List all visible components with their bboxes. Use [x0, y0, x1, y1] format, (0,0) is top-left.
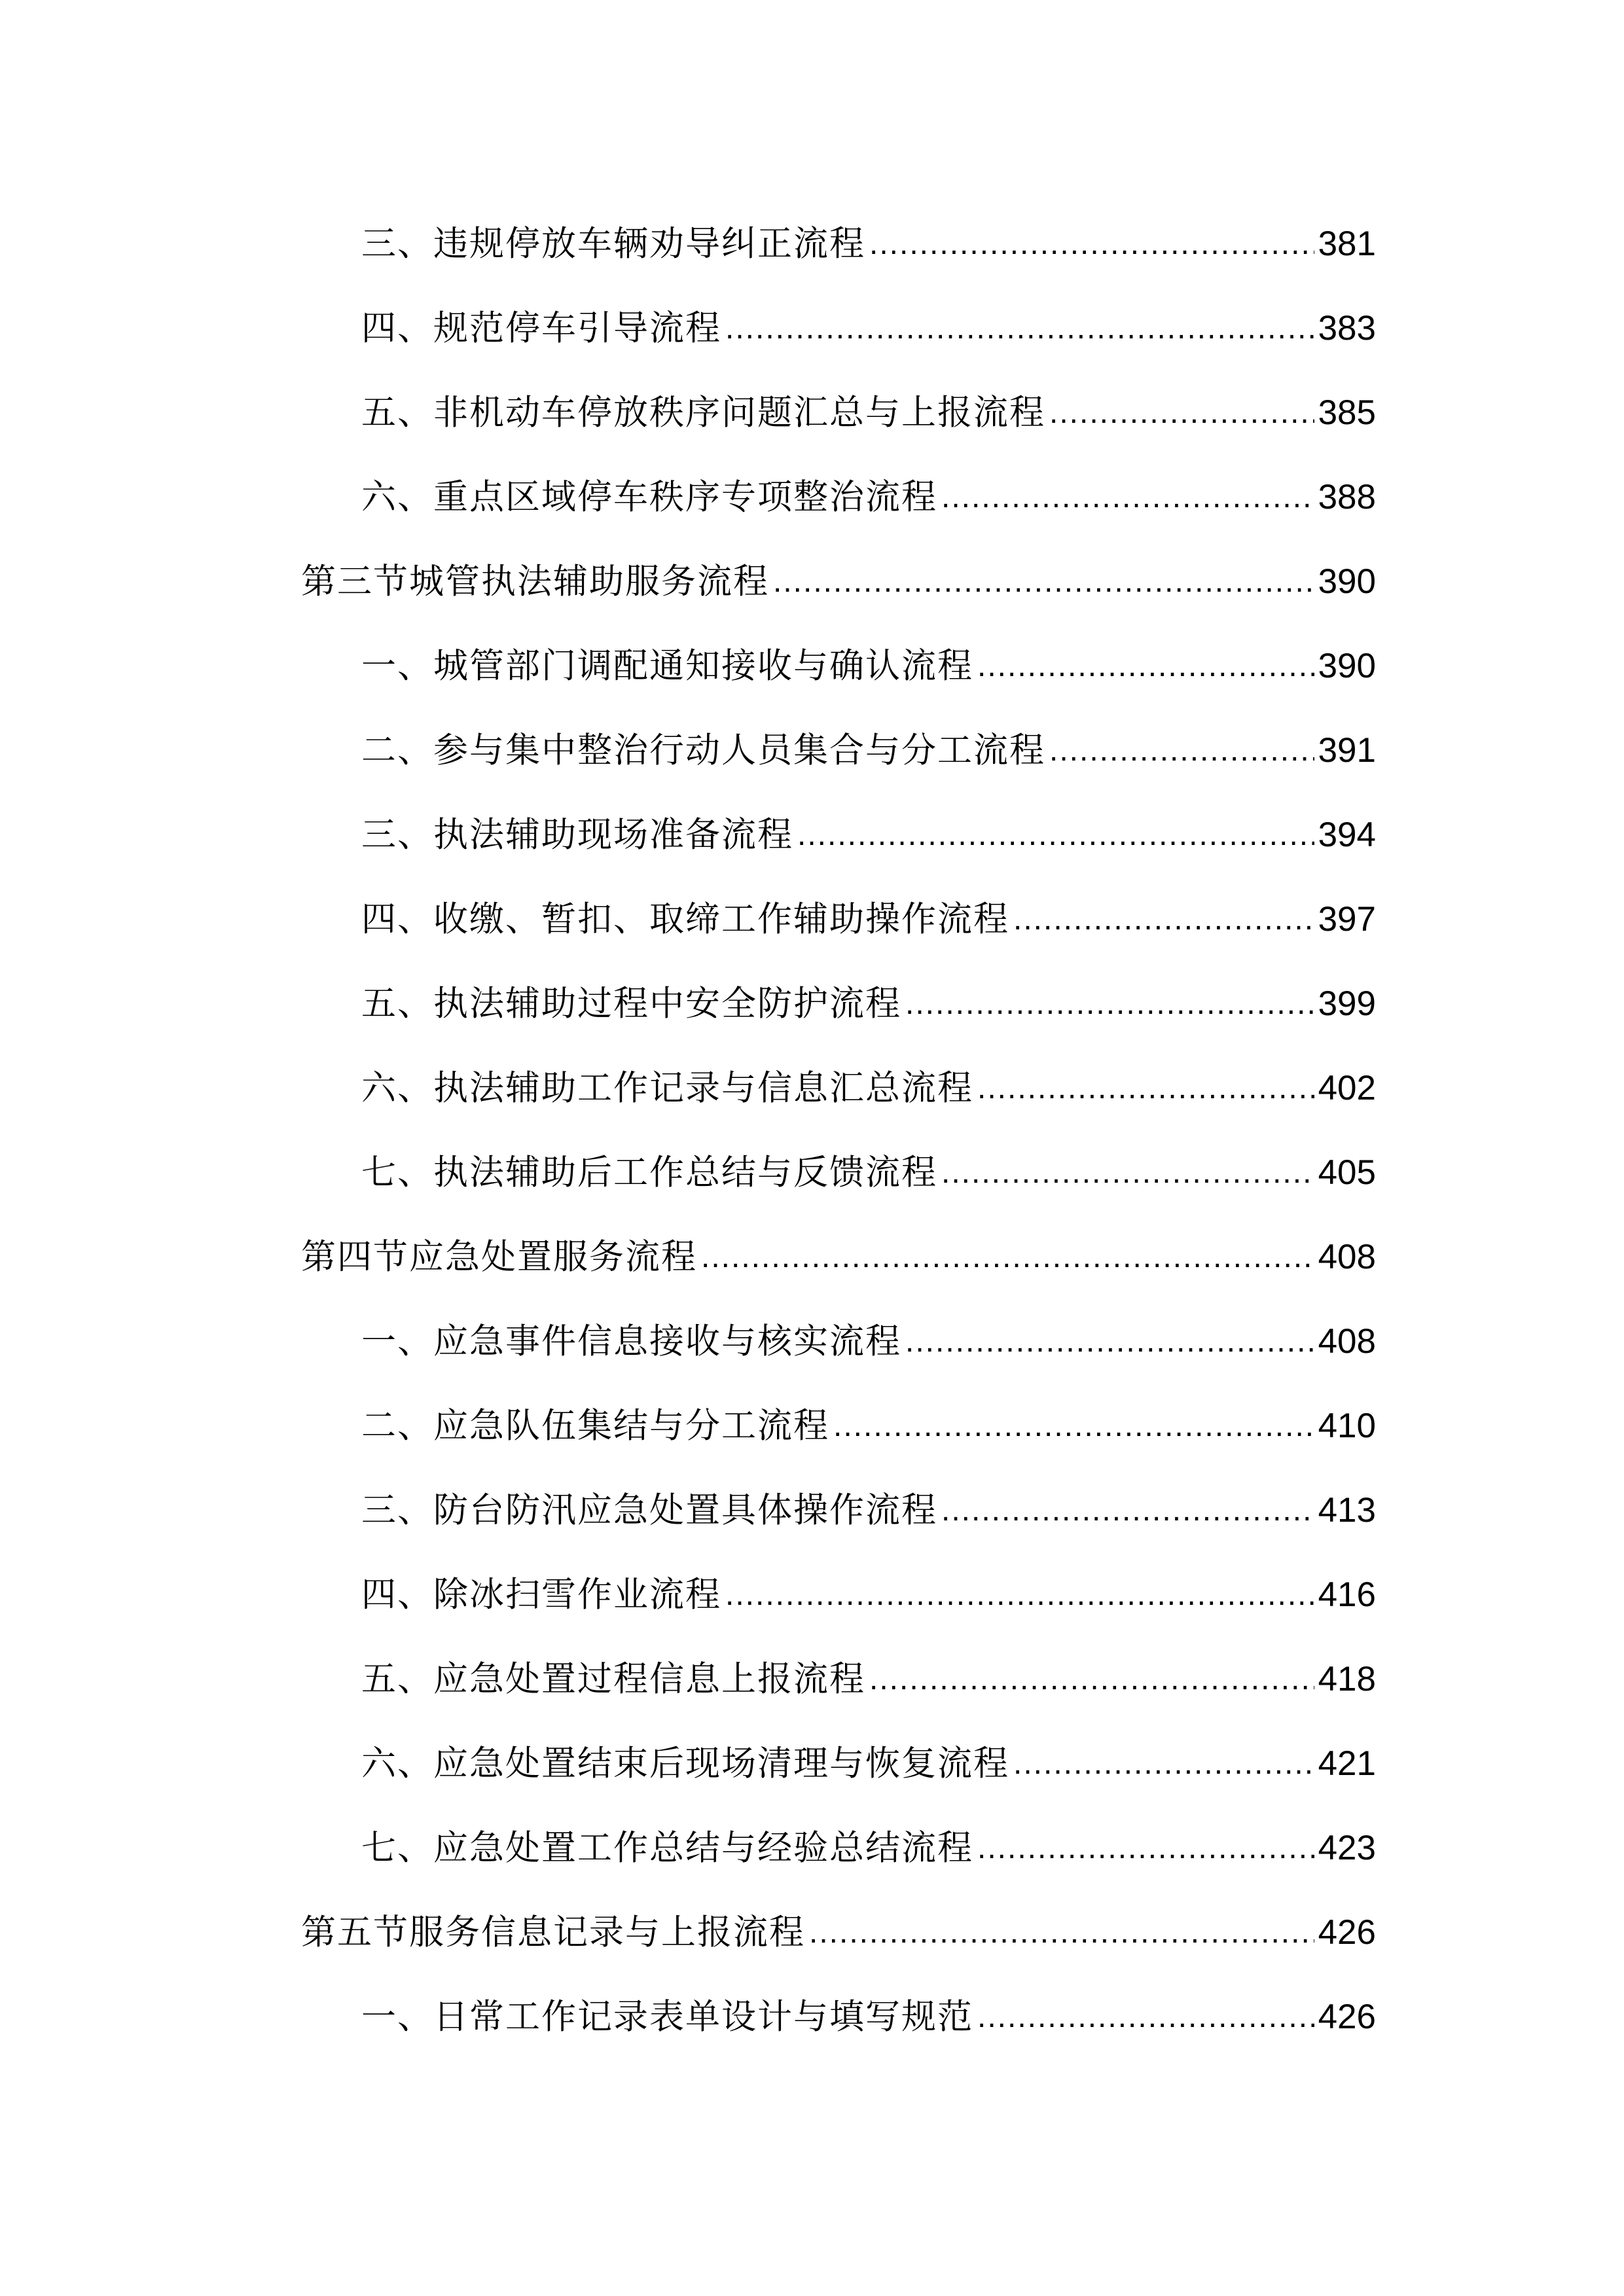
- toc-entry-title: 二、应急队伍集结与分工流程: [361, 1406, 829, 1446]
- toc-page-number: 408: [1318, 1238, 1376, 1276]
- toc-entry-title: 五、非机动车停放秩序问题汇总与上报流程: [361, 393, 1045, 433]
- toc-page-number: 408: [1318, 1322, 1376, 1361]
- toc-section-entry[interactable]: [301, 539, 1376, 624]
- toc-entry-title: 六、执法辅助工作记录与信息汇总流程: [361, 1068, 973, 1108]
- toc-entry-title: 一、应急事件信息接收与核实流程: [361, 1321, 901, 1361]
- toc-section-entry[interactable]: [301, 1890, 1376, 1975]
- toc-page-number: 426: [1318, 1998, 1376, 2036]
- toc-subentry[interactable]: [301, 1130, 1376, 1215]
- toc-subentry[interactable]: [301, 1299, 1376, 1384]
- toc-dot-leader: [941, 1130, 1314, 1215]
- toc-subentry[interactable]: [301, 1637, 1376, 1721]
- toc-subentry[interactable]: [301, 1468, 1376, 1552]
- toc-page-number: 423: [1318, 1829, 1376, 1867]
- toc-entry-title: 三、违规停放车辆劝导纠正流程: [361, 224, 865, 264]
- toc-page-number: 399: [1318, 984, 1376, 1023]
- toc-page-number: 385: [1318, 393, 1376, 432]
- toc-dot-leader: [1049, 708, 1314, 793]
- toc-entry-title: 四、规范停车引导流程: [361, 308, 721, 348]
- toc-entry-title: 二、参与集中整治行动人员集合与分工流程: [361, 730, 1045, 770]
- toc-page-number: 421: [1318, 1744, 1376, 1783]
- toc-subentry[interactable]: [301, 202, 1376, 286]
- toc-page-number: 405: [1318, 1153, 1376, 1192]
- toc-page-number: 418: [1318, 1660, 1376, 1698]
- toc-entry-title: 一、日常工作记录表单设计与填写规范: [361, 1997, 973, 2037]
- toc-entry-title: 四、除冰扫雪作业流程: [361, 1575, 721, 1615]
- toc-dot-leader: [905, 1299, 1314, 1384]
- toc-dot-leader: [1049, 370, 1314, 455]
- toc-subentry[interactable]: [301, 961, 1376, 1046]
- toc-dot-leader: [905, 961, 1314, 1046]
- toc-page-number: 402: [1318, 1069, 1376, 1107]
- toc-dot-leader: [1013, 1721, 1314, 1806]
- toc-dot-leader: [1013, 877, 1314, 961]
- toc-page-number: 410: [1318, 1407, 1376, 1445]
- toc-page-number: 388: [1318, 478, 1376, 516]
- toc-dot-leader: [941, 1468, 1314, 1552]
- toc-entry-title: 六、重点区域停车秩序专项整治流程: [361, 477, 937, 517]
- toc-subentry[interactable]: [301, 708, 1376, 793]
- toc-entry-title: 第三节城管执法辅助服务流程: [301, 562, 769, 601]
- toc-entry-title: 三、防台防汛应急处置具体操作流程: [361, 1490, 937, 1530]
- toc-dot-leader: [773, 539, 1314, 624]
- toc-entry-title: 一、城管部门调配通知接收与确认流程: [361, 646, 973, 686]
- toc-entry-title: 第四节应急处置服务流程: [301, 1237, 697, 1277]
- toc-subentry[interactable]: [301, 1721, 1376, 1806]
- toc-entry-title: 四、收缴、暂扣、取缔工作辅助操作流程: [361, 899, 1009, 939]
- toc-page-number: 390: [1318, 647, 1376, 685]
- toc-page-number: 383: [1318, 309, 1376, 348]
- toc-entry-title: 五、执法辅助过程中安全防护流程: [361, 984, 901, 1024]
- toc-entry-title: 七、执法辅助后工作总结与反馈流程: [361, 1153, 937, 1193]
- toc-page-number: 416: [1318, 1575, 1376, 1614]
- toc-dot-leader: [701, 1215, 1314, 1299]
- toc-subentry[interactable]: [301, 877, 1376, 961]
- toc-dot-leader: [869, 202, 1314, 286]
- toc-page-number: 397: [1318, 900, 1376, 939]
- toc-page-number: 394: [1318, 816, 1376, 854]
- toc-dot-leader: [869, 1637, 1314, 1721]
- toc-page-number: 390: [1318, 562, 1376, 601]
- toc-dot-leader: [977, 1975, 1314, 2059]
- toc-dot-leader: [833, 1384, 1314, 1468]
- toc-subentry[interactable]: [301, 1552, 1376, 1637]
- toc-dot-leader: [797, 793, 1314, 877]
- toc-subentry[interactable]: [301, 370, 1376, 455]
- toc-page-number: 426: [1318, 1913, 1376, 1952]
- toc-section-entry[interactable]: [301, 1215, 1376, 1299]
- toc-entry-title: 三、执法辅助现场准备流程: [361, 815, 793, 855]
- toc-subentry[interactable]: [301, 1806, 1376, 1890]
- toc-dot-leader: [725, 1552, 1314, 1637]
- toc-page-number: 413: [1318, 1491, 1376, 1530]
- toc-page-number: 381: [1318, 224, 1376, 263]
- toc-entry-title: 五、应急处置过程信息上报流程: [361, 1659, 865, 1699]
- toc-dot-leader: [941, 455, 1314, 539]
- toc-subentry[interactable]: [301, 1975, 1376, 2059]
- toc-dot-leader: [725, 286, 1314, 370]
- toc-subentry[interactable]: [301, 1046, 1376, 1130]
- toc-entry-title: 六、应急处置结束后现场清理与恢复流程: [361, 1744, 1009, 1784]
- toc-subentry[interactable]: [301, 286, 1376, 370]
- toc-subentry[interactable]: [301, 455, 1376, 539]
- toc-entry-title: 七、应急处置工作总结与经验总结流程: [361, 1828, 973, 1868]
- toc-dot-leader: [977, 1806, 1314, 1890]
- toc-subentry[interactable]: [301, 1384, 1376, 1468]
- table-of-contents: [301, 202, 1376, 2059]
- toc-page-number: 391: [1318, 731, 1376, 770]
- toc-entry-title: 第五节服务信息记录与上报流程: [301, 1912, 805, 1952]
- toc-dot-leader: [809, 1890, 1314, 1975]
- toc-dot-leader: [977, 1046, 1314, 1130]
- toc-subentry[interactable]: [301, 793, 1376, 877]
- toc-subentry[interactable]: [301, 624, 1376, 708]
- toc-dot-leader: [977, 624, 1314, 708]
